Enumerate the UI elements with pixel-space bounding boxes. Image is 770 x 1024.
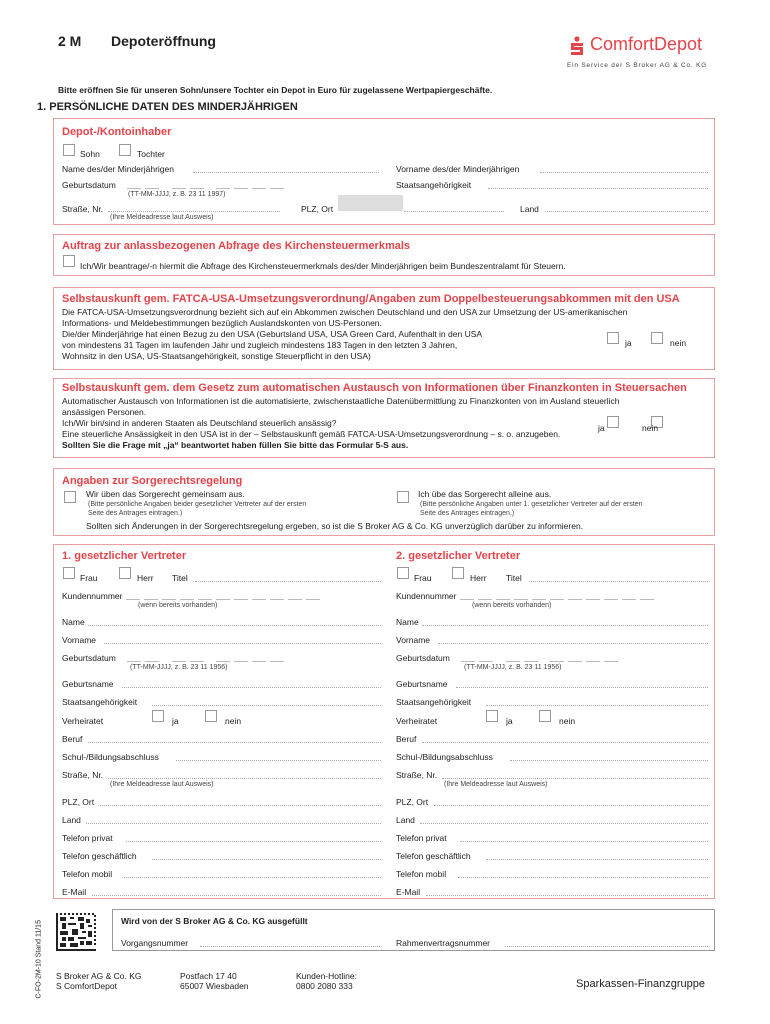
footer-hotline	[296, 971, 357, 991]
rep2-nationality-label: Staatsangehörigkeit	[396, 697, 472, 707]
custody-joint-checkbox[interactable]	[64, 491, 76, 503]
footer-hotline-label: Kunden-Hotline:	[296, 971, 357, 981]
rep1-phone-mobile-label: Telefon mobil	[62, 869, 113, 879]
rep2-name-field[interactable]	[422, 625, 708, 626]
rep1-birthname-field[interactable]	[122, 687, 381, 688]
rep1-phone-business-field[interactable]	[152, 859, 381, 860]
rep1-education-label: Schul-/Bildungsabschluss	[62, 752, 159, 762]
aia-nein-label: nein	[642, 423, 659, 433]
aia-text	[62, 396, 620, 451]
rep1-birthname-label: Geburtsname	[62, 679, 114, 689]
rep1-plz-label: PLZ, Ort	[62, 797, 95, 807]
rep2-email-label: E-Mail	[396, 887, 421, 897]
rep1-name-field[interactable]	[88, 625, 381, 626]
aia-ja-checkbox[interactable]	[607, 416, 619, 428]
footer-hotline-number: 0800 2080 333	[296, 981, 353, 991]
rep1-country-field[interactable]	[86, 823, 381, 824]
rep1-email-label: E-Mail	[62, 887, 87, 897]
framework-contract-field[interactable]	[505, 946, 708, 947]
minor-firstname-field[interactable]	[540, 172, 708, 173]
minor-country-field[interactable]	[545, 211, 708, 212]
aia-title: Selbstauskunft gem. dem Gesetz zum automatischen Austausch von Informationen über Finanzkonten in Steuersachen	[62, 382, 687, 394]
rep1-married-label: Verheiratet	[62, 716, 104, 726]
office-use-title: Wird von der S Broker AG & Co. KG ausgefüllt	[121, 916, 308, 926]
rep1-married-nein-checkbox[interactable]	[205, 710, 217, 722]
intro-text: Bitte eröffnen Sie für unseren Sohn/unsere Tochter ein Depot in Euro für zugelassene Wertpapiergeschäfte.	[58, 85, 493, 95]
rep2-customer-no-label: Kundennummer	[396, 591, 457, 601]
rep2-firstname-field[interactable]	[438, 643, 708, 644]
rep1-nationality-label: Staatsangehörigkeit	[62, 697, 138, 707]
rep2-street-label: Straße, Nr.	[396, 770, 438, 780]
rep1-street-field[interactable]	[108, 778, 381, 779]
rep1-firstname-field[interactable]	[104, 643, 381, 644]
footer-po-box: Postfach 17 40	[180, 971, 237, 981]
aia-line-3: Eine steuerliche Ansässigkeit in den USA ist in der – Selbstauskunft gemäß FATCA-USA-Umsetzungsverordnung – s. o. anzugeben.	[62, 429, 561, 439]
custody-sole-hint-2: Seite des Antrages eintragen.)	[420, 510, 515, 517]
minor-plz-label: PLZ, Ort	[301, 204, 334, 214]
brand-name: ComfortDepot	[590, 34, 703, 54]
rep1-education-field[interactable]	[176, 760, 381, 761]
rep1-birthdate-hint: (TT-MM-JJJJ, z. B. 23 11 1956)	[130, 664, 228, 671]
rep2-married-ja-checkbox[interactable]	[486, 710, 498, 722]
church-tax-title: Auftrag zur anlassbezogenen Abfrage des Kirchensteuermerkmals	[62, 240, 411, 252]
rep2-street-field[interactable]	[442, 778, 708, 779]
rep2-birthname-label: Geburtsname	[396, 679, 448, 689]
rep2-married-nein-label: nein	[559, 716, 576, 726]
rep1-married-ja-checkbox[interactable]	[152, 710, 164, 722]
minor-nationality-label: Staatsangehörigkeit	[396, 180, 472, 190]
custody-note: Sollten sich Änderungen in der Sorgerechtsregelung ergeben, so ist die S Broker AG & Co. KG unverzüglich darüber zu informieren.	[86, 521, 584, 531]
rep1-job-label: Beruf	[62, 734, 83, 744]
minor-street-field[interactable]	[108, 211, 280, 212]
custody-joint-hint-2: Seite des Antrages eintragen.)	[88, 510, 183, 517]
footer-city: 65007 Wiesbaden	[180, 981, 249, 991]
minor-city-field[interactable]	[404, 211, 504, 212]
minor-birthdate-label: Geburtsdatum	[62, 180, 116, 190]
church-tax-checkbox[interactable]	[63, 255, 75, 267]
rep1-frau-checkbox[interactable]	[63, 567, 75, 579]
rep2-phone-business-field[interactable]	[486, 859, 708, 860]
rep1-firstname-label: Vorname	[62, 635, 97, 645]
rep2-birthdate-hint: (TT-MM-JJJJ, z. B. 23 11 1956)	[464, 664, 562, 671]
fatca-ja-label: ja	[625, 338, 632, 348]
custody-sole-hint-1: (Bitte persönliche Angaben unter 1. gesetzlicher Vertreter auf der ersten	[420, 501, 643, 508]
custody-joint-hint-1: (Bitte persönliche Angaben beider gesetzlicher Vertreter auf der ersten	[88, 501, 307, 508]
rep1-phone-private-label: Telefon privat	[62, 833, 113, 843]
depot-holder-title: Depot-/Kontoinhaber	[62, 126, 172, 138]
brand-subtitle: Ein Service der S Broker AG & Co. KG	[567, 62, 708, 69]
rep2-married-label: Verheiratet	[396, 716, 438, 726]
rep2-birthdate-label: Geburtsdatum	[396, 653, 450, 663]
rep2-title: 2. gesetzlicher Vertreter	[396, 550, 521, 562]
rep1-married-ja-label: ja	[172, 716, 179, 726]
rep2-herr-checkbox[interactable]	[452, 567, 464, 579]
rep2-married-ja-label: ja	[506, 716, 513, 726]
fatca-nein-checkbox[interactable]	[651, 332, 663, 344]
section-heading: 1. PERSÖNLICHE DATEN DES MINDERJÄHRIGEN	[37, 101, 298, 113]
rep2-phone-mobile-field[interactable]	[458, 877, 708, 878]
fatca-line-1: Die FATCA-USA-Umsetzungsverordnung bezieht sich auf ein Abkommen zwischen Deutschland und den USA zur Umsetzung der US-amerikanischen	[62, 307, 628, 317]
rep2-job-label: Beruf	[396, 734, 417, 744]
rep2-phone-mobile-label: Telefon mobil	[396, 869, 447, 879]
aia-ja-label: ja	[598, 423, 605, 433]
rep2-herr-label: Herr	[470, 573, 487, 583]
minor-name-field[interactable]	[193, 172, 379, 173]
sohn-label: Sohn	[80, 149, 100, 159]
footer-company-product: S ComfortDepot	[56, 981, 117, 991]
rep2-email-field[interactable]	[426, 895, 708, 896]
rep1-herr-label: Herr	[137, 573, 154, 583]
rep1-street-label: Straße, Nr.	[62, 770, 104, 780]
rep2-job-field[interactable]	[422, 742, 708, 743]
fatca-line-2: Informations- und Meldebestimmungen bezüglich Auslandskonten von US-Personen.	[62, 318, 382, 328]
process-number-label: Vorgangsnummer	[121, 938, 189, 948]
rep2-frau-checkbox[interactable]	[397, 567, 409, 579]
rep1-title: 1. gesetzlicher Vertreter	[62, 550, 187, 562]
rep1-married-nein-label: nein	[225, 716, 242, 726]
aia-line-4: Sollten Sie die Frage mit „ja“ beantwortet haben füllen Sie bitte das Formular 5-S aus.	[62, 440, 409, 450]
rep2-firstname-label: Vorname	[396, 635, 431, 645]
rep1-customer-no-label: Kundennummer	[62, 591, 123, 601]
custody-sole-label: Ich übe das Sorgerecht alleine aus.	[418, 489, 552, 499]
rep2-plz-label: PLZ, Ort	[396, 797, 429, 807]
custody-sole-checkbox[interactable]	[397, 491, 409, 503]
fatca-ja-checkbox[interactable]	[607, 332, 619, 344]
rep1-phone-private-field[interactable]	[126, 841, 381, 842]
rep1-street-hint: (Ihre Meldeadresse laut Ausweis)	[110, 781, 214, 788]
rep1-phone-mobile-field[interactable]	[124, 877, 381, 878]
rep1-job-field[interactable]	[88, 742, 381, 743]
fatca-question-1: Die/der Minderjährige hat einen Bezug zu den USA (Geburtsland USA, USA Green Card, Aufenthalt in den USA	[62, 329, 483, 339]
rep1-customer-no-hint: (wenn bereits vorhanden)	[138, 602, 218, 609]
fatca-text	[62, 307, 627, 362]
rep2-birthname-field[interactable]	[456, 687, 708, 688]
datamatrix-code-icon	[56, 913, 96, 951]
rep2-country-field[interactable]	[420, 823, 708, 824]
fatca-nein-label: nein	[670, 338, 687, 348]
church-tax-text: Ich/Wir beantrage/-n hiermit die Abfrage des Kirchensteuermerkmals des/der Minderjährigen beim Bundeszentralamt für Steuern.	[80, 261, 566, 271]
process-number-field[interactable]	[200, 946, 380, 947]
minor-nationality-field[interactable]	[488, 188, 708, 189]
minor-name-label: Name des/der Minderjährigen	[62, 164, 174, 174]
aia-question: Ich/Wir bin/sind in anderen Staaten als Deutschland steuerlich ansässig?	[62, 418, 337, 428]
rep2-name-label: Name	[396, 617, 419, 627]
rep1-frau-label: Frau	[80, 573, 98, 583]
rep2-nationality-field[interactable]	[486, 705, 708, 706]
rep2-phone-private-field[interactable]	[460, 841, 708, 842]
page-title: Depoteröffnung	[111, 33, 216, 49]
rep1-herr-checkbox[interactable]	[119, 567, 131, 579]
minor-plz-field[interactable]	[338, 195, 403, 211]
sparkasse-s-icon	[568, 36, 586, 56]
footer-address	[180, 971, 249, 991]
form-version-vertical: C-FO-2M-10 Stand 11/15	[35, 920, 43, 999]
aia-line-2: ansässigen Personen.	[62, 407, 147, 417]
tochter-checkbox[interactable]	[119, 144, 131, 156]
fatca-title: Selbstauskunft gem. FATCA-USA-Umsetzungsverordnung/Angaben zum Doppelbesteuerungsabkommen mit den USA	[62, 293, 680, 305]
fatca-question-2: von mindestens 31 Tagen im laufenden Jahr und zugleich mindestens 183 Tagen in den letzten 3 Jahren,	[62, 340, 458, 350]
footer-company-name: S Broker AG & Co. KG	[56, 971, 142, 981]
tochter-label: Tochter	[137, 149, 165, 159]
rep1-nationality-field[interactable]	[152, 705, 381, 706]
rep1-titel-label: Titel	[172, 573, 188, 583]
aia-line-1: Automatischer Austausch von Informationen ist die automatisierte, zwischenstaatliche Datenübermittlung zu Finanzkonten von im Ausland steuerlich	[62, 396, 620, 406]
framework-contract-label: Rahmenvertragsnummer	[396, 938, 491, 948]
rep1-name-label: Name	[62, 617, 85, 627]
form-code: 2 M	[58, 33, 82, 49]
rep1-phone-business-label: Telefon geschäftlich	[62, 851, 137, 861]
rep2-phone-business-label: Telefon geschäftlich	[396, 851, 471, 861]
rep2-customer-no-hint: (wenn bereits vorhanden)	[472, 602, 552, 609]
minor-firstname-label: Vorname des/der Minderjährigen	[396, 164, 520, 174]
footer-company	[56, 971, 142, 991]
fatca-question-3: Wohnsitz in den USA, US-Staatsangehörigkeit, sonstige Steuerpflicht in den USA)	[62, 351, 371, 361]
sohn-checkbox[interactable]	[63, 144, 75, 156]
rep1-plz-field[interactable]	[100, 805, 381, 806]
rep2-country-label: Land	[396, 815, 415, 825]
custody-joint-label: Wir üben das Sorgerecht gemeinsam aus.	[86, 489, 245, 499]
rep2-frau-label: Frau	[414, 573, 432, 583]
rep2-phone-private-label: Telefon privat	[396, 833, 447, 843]
rep1-email-field[interactable]	[92, 895, 381, 896]
minor-street-label: Straße, Nr.	[62, 204, 104, 214]
minor-birthdate-hint: (TT-MM-JJJJ, z. B. 23 11 1997)	[128, 191, 226, 198]
rep2-street-hint: (Ihre Meldeadresse laut Ausweis)	[444, 781, 548, 788]
rep1-country-label: Land	[62, 815, 81, 825]
rep2-titel-label: Titel	[506, 573, 522, 583]
rep2-education-field[interactable]	[510, 760, 708, 761]
rep2-education-label: Schul-/Bildungsabschluss	[396, 752, 493, 762]
minor-street-hint: (Ihre Meldeadresse laut Ausweis)	[110, 214, 214, 221]
footer-group: Sparkassen-Finanzgruppe	[576, 978, 706, 990]
minor-country-label: Land	[520, 204, 539, 214]
rep2-married-nein-checkbox[interactable]	[539, 710, 551, 722]
custody-title: Angaben zur Sorgerechtsregelung	[62, 475, 243, 487]
rep1-birthdate-label: Geburtsdatum	[62, 653, 116, 663]
rep2-plz-field[interactable]	[434, 805, 708, 806]
rep1-titel-field[interactable]	[195, 581, 381, 582]
rep2-titel-field[interactable]	[529, 581, 708, 582]
